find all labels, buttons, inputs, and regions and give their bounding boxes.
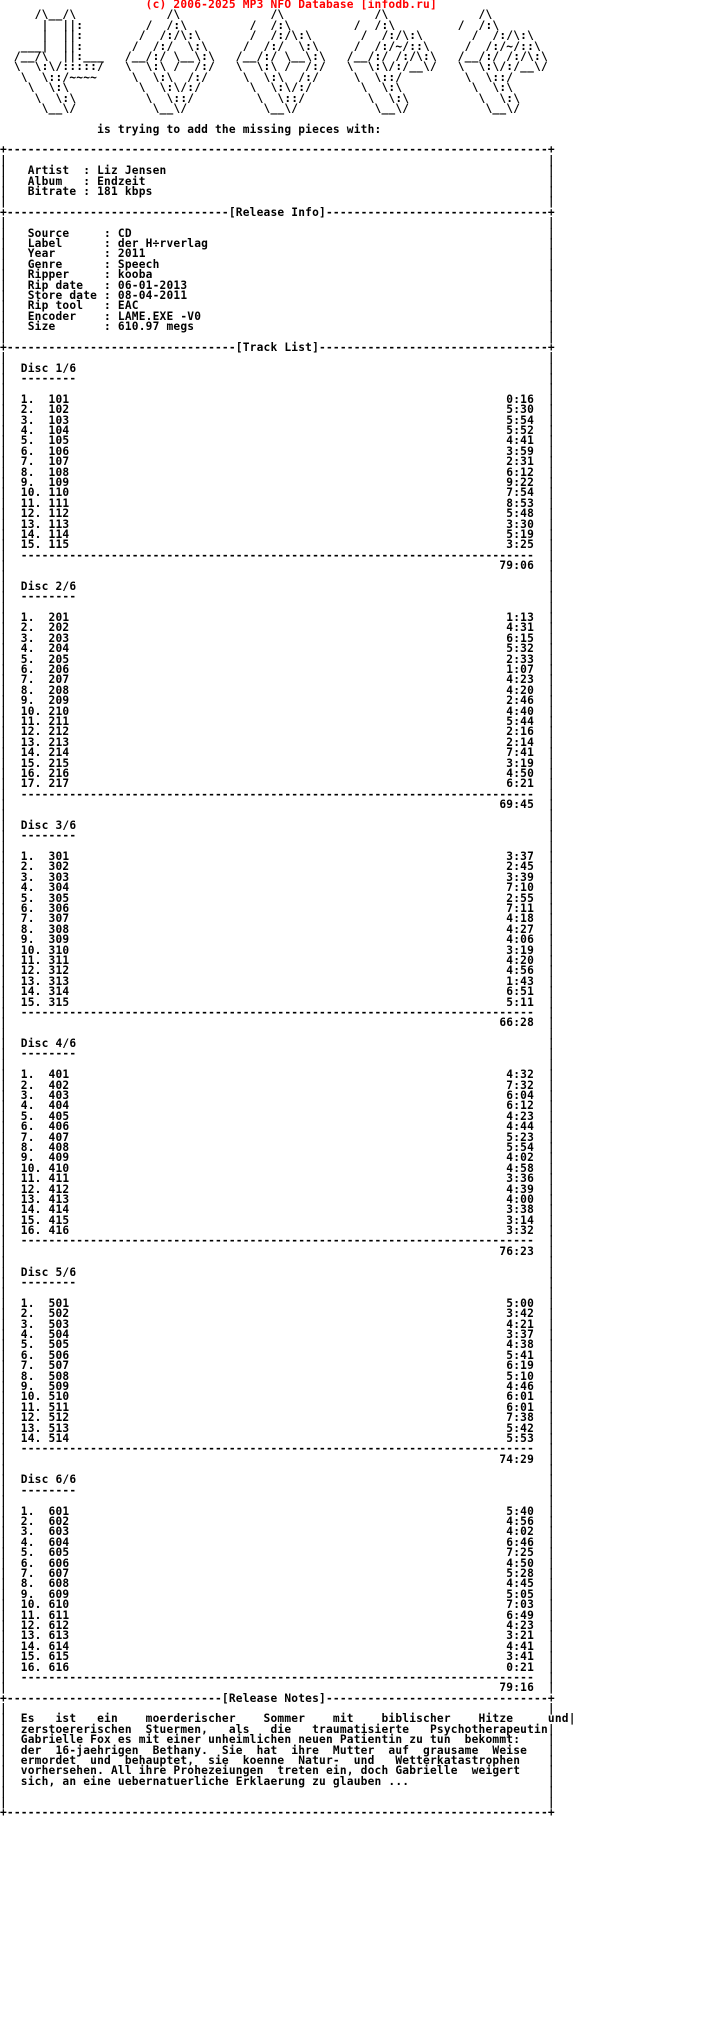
track-row: | 4. 104 5:52 | — [0, 424, 555, 438]
disc-title-underline: | -------- | — [0, 1276, 555, 1290]
track-row: | 2. 502 3:42 | — [0, 1307, 555, 1321]
disc-total-time: | 79:16 | — [0, 1681, 555, 1695]
box-blank-line: | | — [0, 351, 555, 365]
track-row: | 12. 512 7:38 | — [0, 1411, 555, 1425]
box-blank-line: | | — [0, 195, 555, 209]
disc-total-time: | 79:06 | — [0, 559, 555, 573]
header-info-bitrate: | Bitrate : 181 kbps | — [0, 185, 555, 199]
track-row: | 13. 113 3:30 | — [0, 517, 555, 531]
track-row: | 8. 508 5:10 | — [0, 1369, 555, 1383]
track-row: | 15. 215 3:19 | — [0, 756, 555, 770]
ascii-logo-line: ___| ||: / /:/ \:\ / /:/ \:\ / /:/~/::\ / /:/~/::\ — [0, 39, 541, 53]
release-info-ripper: | Ripper : kooba | — [0, 268, 555, 282]
ascii-logo-line: /__/\ ||:___ /__/:/ \__\:\ /__/:/ \__\:\ /__/:/ /:/\:\ /__/:/ /:/\:\ — [0, 49, 548, 63]
track-row: | 12. 212 2:16 | — [0, 725, 555, 739]
track-row: | 8. 608 4:45 | — [0, 1577, 555, 1591]
ascii-logo-line: /\__/\ /\ /\ /\ /\ — [0, 8, 493, 22]
disc-title: | Disc 1/6 | — [0, 361, 555, 375]
track-row: | 3. 603 4:02 | — [0, 1525, 555, 1539]
track-row: | 4. 504 3:37 | — [0, 1328, 555, 1341]
box-blank-line: | | — [0, 1795, 555, 1809]
track-row: | 5. 405 4:23 | — [0, 1109, 555, 1123]
ascii-logo-line: \ \:\ \ \::/ \ \::/ \ \:\ \ \:\ — [0, 91, 521, 105]
box-blank-line: | | — [0, 839, 555, 853]
track-row: | 9. 209 2:46 | — [0, 694, 555, 708]
release-info-genre: | Genre : Speech | — [0, 257, 555, 271]
track-row: | 7. 407 5:23 | — [0, 1130, 555, 1144]
release-notes-line: | sich, an eine uebernatuerliche Erklaerung zu glauben ... | — [0, 1774, 555, 1788]
release-info-rip-date: | Rip date : 06-01-2013 | — [0, 278, 555, 292]
track-row: | 12. 112 5:48 | — [0, 507, 555, 521]
copyright-notice: (c) 2006-2025 MP3 NFO Database [infodb.ru] — [0, 0, 437, 11]
track-row: | 5. 105 4:41 | — [0, 434, 555, 448]
track-row: | 15. 615 3:41 | — [0, 1650, 555, 1664]
track-row: | 6. 106 3:59 | — [0, 444, 555, 458]
track-row: | 3. 303 3:39 | — [0, 870, 555, 884]
box-blank-line: | | — [0, 1057, 555, 1071]
disc-title: | Disc 5/6 | — [0, 1265, 555, 1279]
track-row: | 13. 613 3:21 | — [0, 1629, 555, 1643]
track-row: | 3. 503 4:21 | — [0, 1317, 555, 1331]
box-blank-line: | | — [0, 153, 555, 167]
box-border-bottom: +------------------------------------------------------------------------------+ — [0, 1805, 555, 1819]
track-row: | 7. 207 4:23 | — [0, 673, 555, 687]
release-notes-line: | vorhersehen. All ihre Prohezeiungen treten ein, doch Gabrielle weigert | — [0, 1764, 555, 1778]
track-row: | 2. 302 2:45 | — [0, 860, 555, 874]
release-notes-line: | der 16-jaehrigen Bethany. Sie hat ihre Mutter auf grausame Weise | — [0, 1743, 555, 1757]
section-track-list: +---------------------------------[Track List]---------------------------------+ — [0, 340, 555, 354]
track-row: | 6. 406 4:44 | — [0, 1120, 555, 1134]
track-row: | 7. 307 4:18 | — [0, 912, 555, 926]
release-info-source: | Source : CD | — [0, 226, 555, 240]
release-notes-line: | zerstoererischen Stuermen, als die traumatisierte Psychotherapeutin| — [0, 1722, 555, 1736]
track-row: | 10. 510 6:01 | — [0, 1390, 555, 1404]
box-blank-line: | | — [0, 1286, 555, 1300]
disc-title: | Disc 6/6 | — [0, 1473, 555, 1487]
track-row: | 5. 305 2:55 | — [0, 891, 555, 905]
ascii-logo-line: \ \:\/:::::/ \ \:\ / /:/ \ \:\ / /:/ \ \:\/:/__\/ \ \:\/:/__\/ — [0, 60, 548, 74]
track-row: | 9. 609 5:05 | — [0, 1587, 555, 1601]
track-row: | 10. 410 4:58 | — [0, 1161, 555, 1175]
track-row: | 2. 102 5:30 | — [0, 403, 555, 417]
disc-title-underline: | -------- | — [0, 829, 555, 843]
track-row: | 17. 217 6:21 | — [0, 777, 555, 791]
disc-total-time: | 69:45 | — [0, 798, 555, 812]
track-row: | 9. 109 9:22 | — [0, 475, 555, 489]
track-row: | 7. 507 6:19 | — [0, 1359, 555, 1373]
release-notes-line: | Es ist ein moerderischer Sommer mit biblischer Hitze und| — [0, 1712, 576, 1726]
track-row: | 15. 415 3:14 | — [0, 1213, 555, 1227]
track-row: | 1. 201 1:13 | — [0, 611, 555, 625]
disc-total-rule: | -------------------------------------------------------------------------- | — [0, 548, 555, 562]
section-release-info: +--------------------------------[Release Info]--------------------------------+ — [0, 205, 555, 219]
header-info-artist: | Artist : Liz Jensen | — [0, 164, 555, 178]
disc-total-time: | 74:29 | — [0, 1452, 555, 1466]
track-row: | 1. 401 4:32 | — [0, 1068, 555, 1082]
disc-total-time: | 66:28 | — [0, 1016, 555, 1030]
disc-total-rule: | -------------------------------------------------------------------------- | — [0, 1234, 555, 1248]
track-row: | 2. 202 4:31 | — [0, 621, 555, 635]
track-row: | 2. 402 7:32 | — [0, 1078, 555, 1092]
box-blank-line: | | — [0, 808, 555, 822]
track-row: | 11. 511 6:01 | — [0, 1400, 555, 1414]
disc-title: | Disc 3/6 | — [0, 818, 555, 832]
track-row: | 8. 408 5:54 | — [0, 1140, 555, 1154]
track-row: | 9. 309 4:06 | — [0, 933, 555, 947]
track-row: | 16. 416 3:32 | — [0, 1224, 555, 1238]
track-row: | 11. 411 3:36 | — [0, 1172, 555, 1186]
release-info-rip-tool: | Rip tool : EAC | — [0, 299, 555, 313]
track-row: | 1. 101 0:16 | — [0, 392, 555, 406]
track-row: | 14. 314 6:51 | — [0, 985, 555, 999]
track-row: | 14. 114 5:19 | — [0, 527, 555, 541]
track-row: | 16. 616 0:21 | — [0, 1660, 555, 1674]
release-info-encoder: | Encoder : LAME.EXE -V0 | — [0, 309, 555, 323]
disc-title-underline: | -------- | — [0, 590, 555, 604]
track-row: | 10. 610 7:03 | — [0, 1598, 555, 1612]
track-row: | 8. 108 6:12 | — [0, 465, 555, 479]
release-info-size: | Size : 610.97 megs | — [0, 320, 555, 334]
track-row: | 14. 414 3:38 | — [0, 1203, 555, 1217]
ascii-logo-line: | ||: / /:/\:\ / /:/\:\ / /:/\:\ / /:/\:\ — [0, 29, 535, 43]
track-row: | 7. 107 2:31 | — [0, 455, 555, 469]
track-row: | 16. 216 4:50 | — [0, 766, 555, 780]
track-row: | 13. 313 1:43 | — [0, 974, 555, 988]
box-blank-line: | | — [0, 1463, 555, 1477]
track-row: | 6. 206 1:07 | — [0, 663, 555, 676]
disc-title-underline: | -------- | — [0, 1047, 555, 1061]
ascii-logo-line: \__\/ \__\/ \__\/ \__\/ \__\/ — [0, 101, 521, 115]
track-row: | 15. 115 3:25 | — [0, 538, 555, 552]
box-blank-line: | | — [0, 330, 555, 344]
release-info-year: | Year : 2011 | — [0, 247, 555, 261]
box-blank-line: | | — [0, 1702, 555, 1716]
track-row: | 3. 103 5:54 | — [0, 413, 555, 427]
track-row: | 12. 412 4:39 | — [0, 1182, 555, 1196]
track-row: | 11. 111 8:53 | — [0, 496, 555, 510]
track-row: | 1. 601 5:40 | — [0, 1504, 555, 1518]
track-row: | 11. 211 5:44 | — [0, 714, 555, 728]
track-row: | 9. 509 4:46 | — [0, 1379, 555, 1393]
disc-title: | Disc 4/6 | — [0, 1037, 555, 1051]
track-row: | 10. 210 4:40 | — [0, 704, 555, 718]
track-row: | 13. 213 2:14 | — [0, 735, 555, 749]
track-row: | 5. 605 7:25 | — [0, 1546, 555, 1560]
track-row: | 13. 413 4:00 | — [0, 1192, 555, 1206]
track-row: | 14. 514 5:53 | — [0, 1431, 555, 1445]
box-blank-line: | | — [0, 216, 555, 230]
track-row: | 5. 505 4:38 | — [0, 1338, 555, 1352]
track-row: | 15. 315 5:11 | — [0, 995, 555, 1009]
disc-total-rule: | -------------------------------------------------------------------------- | — [0, 1442, 555, 1456]
tagline: is trying to add the missing pieces with: — [0, 122, 382, 136]
release-info-store-date: | Store date : 08-04-2011 | — [0, 288, 555, 302]
disc-total-rule: | -------------------------------------------------------------------------- | — [0, 1670, 555, 1684]
track-row: | 4. 604 6:46 | — [0, 1535, 555, 1549]
track-row: | 14. 214 7:41 | — [0, 746, 555, 760]
box-border-top: +------------------------------------------------------------------------------+ — [0, 143, 555, 157]
track-row: | 12. 612 4:23 | — [0, 1618, 555, 1632]
track-row: | 10. 110 7:54 | — [0, 486, 555, 500]
track-row: | 11. 611 6:49 | — [0, 1608, 555, 1622]
track-row: | 3. 403 6:04 | — [0, 1089, 555, 1103]
track-row: | 5. 205 2:33 | — [0, 652, 555, 666]
box-blank-line: | | — [0, 1026, 555, 1040]
box-blank-line: | | — [0, 1785, 555, 1799]
release-info-label: | Label : der H÷rverlag | — [0, 236, 555, 250]
track-row: | 6. 606 4:50 | — [0, 1556, 555, 1570]
track-row: | 7. 607 5:28 | — [0, 1566, 555, 1580]
track-row: | 3. 203 6:15 | — [0, 631, 555, 645]
disc-title-underline: | -------- | — [0, 372, 555, 386]
track-row: | 10. 310 3:19 | — [0, 943, 555, 957]
track-row: | 9. 409 4:02 | — [0, 1151, 555, 1165]
disc-title: | Disc 2/6 | — [0, 579, 555, 593]
section-release-notes: +-------------------------------[Release Notes]--------------------------------+ — [0, 1691, 555, 1705]
track-row: | 8. 308 4:27 | — [0, 922, 555, 936]
box-blank-line: | | — [0, 382, 555, 396]
box-blank-line: | | — [0, 600, 555, 614]
track-row: | 1. 301 3:37 | — [0, 850, 555, 864]
track-row: | 12. 312 4:56 | — [0, 964, 555, 978]
ascii-logo-line: \ \::/~~~~ \ \:\ /:/ \ \:\ /:/ \ \::/ \ \::/ — [0, 70, 514, 84]
track-row: | 6. 306 7:11 | — [0, 901, 555, 915]
disc-total-time: | 76:23 | — [0, 1244, 555, 1258]
disc-title-underline: | -------- | — [0, 1483, 555, 1497]
track-row: | 1. 501 5:00 | — [0, 1296, 555, 1310]
track-row: | 14. 614 4:41 | — [0, 1639, 555, 1653]
track-row: | 11. 311 4:20 | — [0, 953, 555, 967]
track-row: | 2. 602 4:56 | — [0, 1515, 555, 1529]
ascii-logo-line: | ||: / /:\ / /:\ / /:\ / /:\ — [0, 18, 500, 32]
box-blank-line: | | — [0, 569, 555, 583]
ascii-logo-line: \ \:\ \ \:\/:/ \ \:\/:/ \ \:\ \ \:\ — [0, 81, 514, 95]
track-row: | 6. 506 5:41 | — [0, 1348, 555, 1362]
release-notes-line: | ermordet und behauptet, sie koenne Natur- und Wetterkatastrophen | — [0, 1754, 555, 1768]
box-blank-line: | | — [0, 1494, 555, 1508]
track-row: | 4. 304 7:10 | — [0, 881, 555, 895]
track-row: | 4. 404 6:12 | — [0, 1099, 555, 1113]
track-row: | 8. 208 4:20 | — [0, 683, 555, 697]
box-blank-line: | | — [0, 1255, 555, 1269]
track-row: | 4. 204 5:32 | — [0, 642, 555, 656]
header-info-album: | Album : Endzeit | — [0, 174, 555, 188]
disc-total-rule: | -------------------------------------------------------------------------- | — [0, 1005, 555, 1019]
disc-total-rule: | -------------------------------------------------------------------------- | — [0, 787, 555, 801]
track-row: | 13. 513 5:42 | — [0, 1421, 555, 1435]
release-notes-line: | Gabrielle Fox es mit einer unheimlichen neuen Patientin zu tun bekommt: | — [0, 1733, 555, 1747]
